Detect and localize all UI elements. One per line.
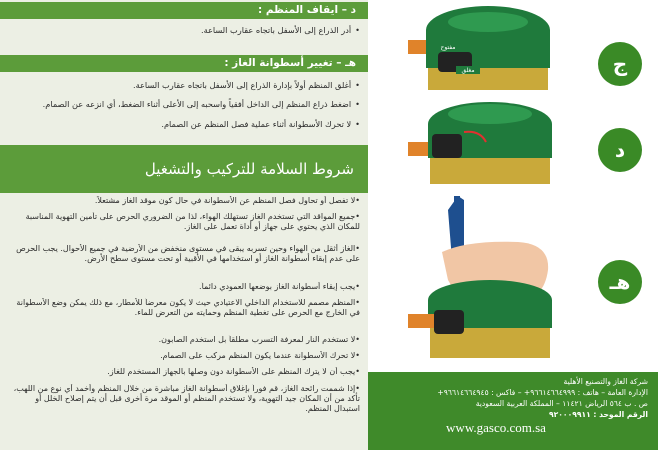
safety-bullet-6: •لا تستخدم النار لمعرفة التسرب مطلقاً بل استخدم الصابون. bbox=[158, 335, 360, 344]
safety-bullet-4: •يجب إبقاء أسطوانة الغاز بوضعها العمودي دائماً. bbox=[199, 282, 360, 291]
admin-contact: الإدارة العامة – هاتف : ٩٦٦١٤٦٦٤٩٩٩+ – فاكس : ٩٦٦١٤٦٦٤٩٤٥+ bbox=[437, 388, 648, 397]
regulator-illustration-3 bbox=[408, 196, 552, 358]
valve-icon bbox=[408, 314, 436, 328]
change-cylinder-heading: هـ – تغيير أسطوانة الغاز : bbox=[0, 55, 368, 72]
unified-number: الرقم الموحد : ٩٢٠٠٠٩٩١١ bbox=[549, 410, 648, 419]
safety-title: شروط السلامة للتركيب والتشغيل bbox=[0, 145, 368, 193]
cylinder-collar-icon bbox=[430, 158, 550, 184]
stop-regulator-heading: د – ايقاف المنظم : bbox=[0, 2, 368, 19]
change-cylinder-bullet-1: •أغلق المنظم أولاً بإدارة الذراع إلى الأسفل باتجاه عقارب الساعة. bbox=[132, 80, 360, 90]
safety-bullet-7: •لا تحرك الأسطوانة عندما يكون المنظم مركب على الصمام. bbox=[160, 351, 360, 360]
step-badge-ha: هـ bbox=[598, 260, 642, 304]
label-closed: مغلق bbox=[461, 67, 475, 74]
company-footer bbox=[368, 372, 658, 450]
safety-bullet-5: •المنظم مصمم للاستخدام الداخلي الاعتيادي حيث لا يكون معرضاً للأمطار، مع ذلك يمكن وضع الأسطوانة في الخارج مع الحرص على تغطية المنظم وحمايته من التعرض للماء. bbox=[16, 298, 360, 317]
label-open: مفتوح bbox=[440, 44, 456, 51]
step-badge-jeem: ج bbox=[598, 42, 642, 86]
safety-bullet-8: •يجب أن لا يترك المنظم على الأسطوانة دون وصلها بالجهاز المستخدم للغاز. bbox=[107, 367, 360, 376]
stop-regulator-bullet-1: •أدر الذراع إلى الأسفل باتجاه عقارب الساعة. bbox=[200, 25, 360, 35]
safety-bullet-1: •لا تفصل أو تحاول فصل المنظم عن الأسطوانة في حال كون موقد الغاز مشتعلاً. bbox=[94, 196, 360, 205]
regulator-illustration-2 bbox=[408, 102, 552, 184]
step-badge-dal: د bbox=[598, 128, 642, 172]
safety-bullet-3: •الغاز أثقل من الهواء وحين تسربه يبقى في مستوى منخفض من الأرضية في جميع الأحوال. يجب الحرص على عدم إبقاء أسطوانة الغاز أو استخدامها في الأقبية أو تحت مستوى سطح الأرض. bbox=[16, 244, 360, 263]
safety-bullet-2: •جميع المواقد التي تستخدم الغاز تستهلك الهواء، لذا من الضروري الحرص على تأمين التهوية المناسبة للمكان الذي يحتوي على جهاز أو أداة تعمل على الغاز. bbox=[25, 212, 360, 231]
change-cylinder-bullet-3: •لا تحرك الأسطوانة أثناء عملية فصل المنظم عن الصمام. bbox=[161, 119, 360, 129]
change-cylinder-bullet-2: •اضغط ذراع المنظم إلى الداخل أفقياً واسحبه إلى الأعلى أثناء الضغط، أي انزعه عن الصمام. bbox=[42, 99, 360, 109]
regulator-illustration-1 bbox=[408, 6, 550, 90]
regulator-lever-icon bbox=[432, 134, 462, 158]
safety-bullet-9: •إذا شممت رائحة الغاز، قم فوراً بإغلاق أسطوانة الغاز مباشرة من خلال المنظم وأخمد أي نوع من اللهب، تأكد من أن المكان جيد التهوية، ولا تستخدم المنظم أو الموقد مرة أخرى قبل أن يتم إصلاح الخلل أو استبدال المنظم. bbox=[13, 384, 360, 413]
regulator-lever-icon bbox=[434, 310, 464, 334]
postal-address: ص . ب ٥٦٤ الرياض ١١٤٢١ – المملكة العربية السعودية bbox=[475, 399, 648, 408]
company-name: شركة الغاز والتصنيع الأهلية bbox=[563, 377, 648, 386]
website-link[interactable]: www.gasco.com.sa bbox=[446, 420, 546, 435]
